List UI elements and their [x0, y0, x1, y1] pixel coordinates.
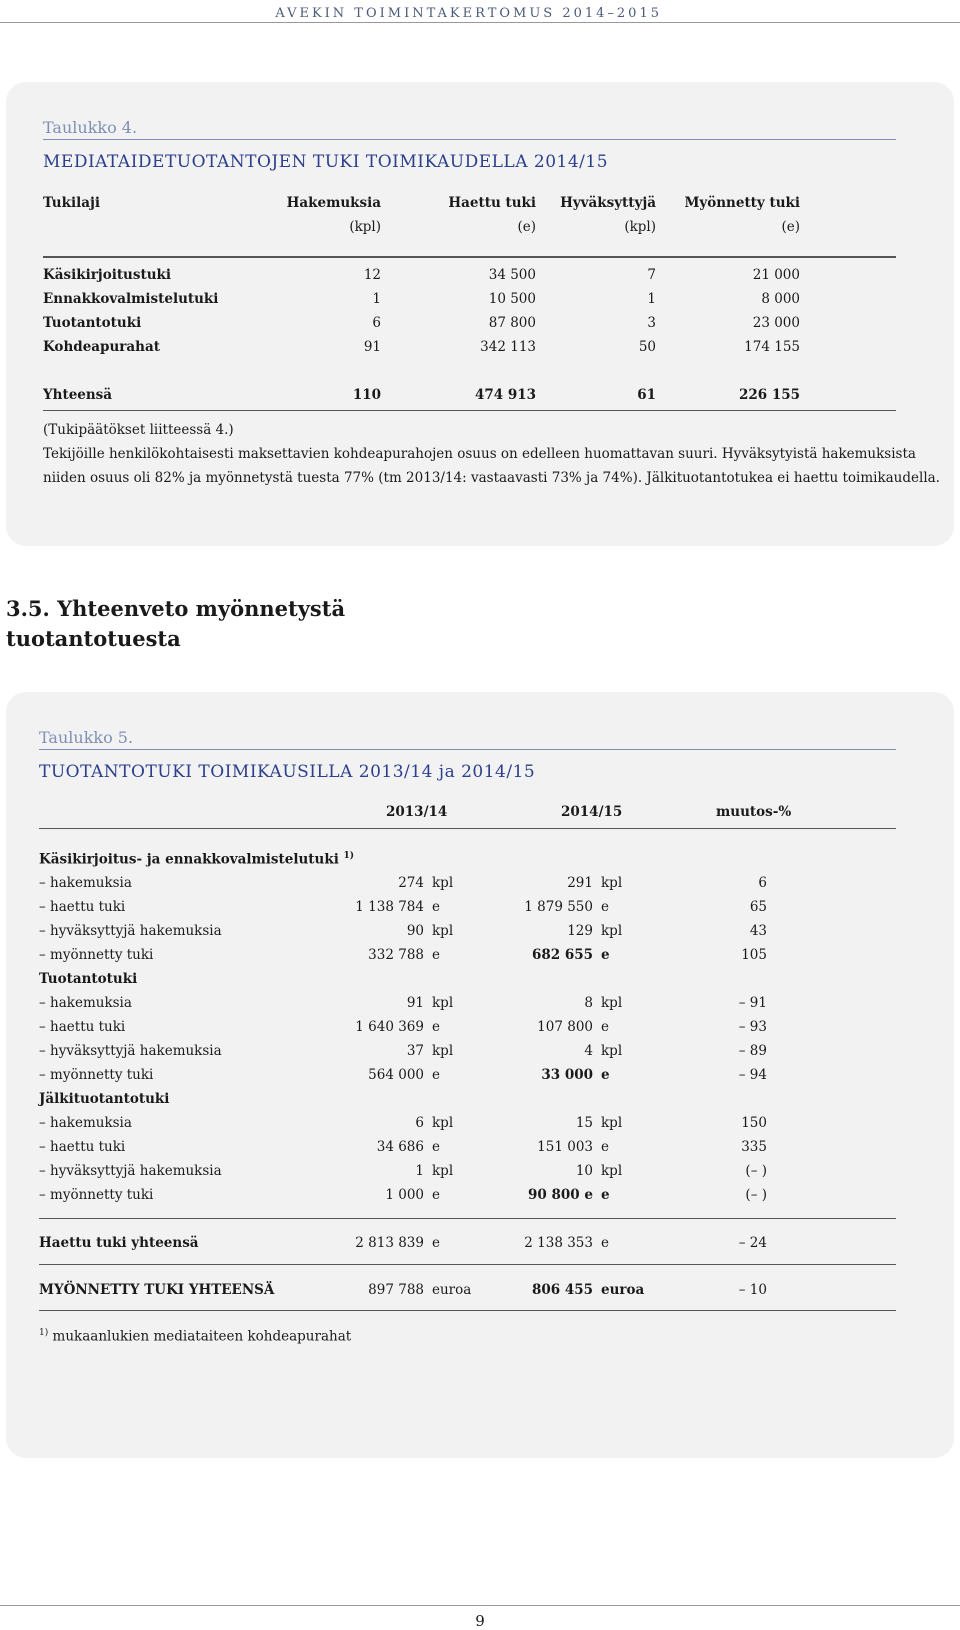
t5-value: 806 455: [531, 1282, 593, 1298]
t5-group-title: Tuotantotuki: [39, 971, 138, 987]
t4-cell: 6: [372, 315, 381, 331]
t5-unit: kpl: [601, 1115, 623, 1131]
section-heading-line2: tuotantotuesta: [6, 626, 181, 651]
t5-row-label: – myönnetty tuki: [39, 1067, 154, 1083]
t5-change: 65: [749, 899, 767, 915]
t5-value: 90 800 e: [528, 1187, 593, 1203]
t5-value: 2 138 353: [524, 1235, 593, 1251]
t5-row-label: – haettu tuki: [39, 1139, 126, 1155]
t4-cell: 3: [647, 315, 656, 331]
t5-change: – 93: [738, 1019, 767, 1035]
t4-header-hakemuksia: Hakemuksia: [286, 195, 381, 211]
t5-value: 897 788: [368, 1282, 424, 1298]
t4-cell: 174 155: [744, 339, 800, 355]
t5-change: – 10: [738, 1282, 767, 1298]
t5-haettu-rule: [39, 1264, 896, 1265]
footer-rule: [0, 1605, 960, 1606]
t5-row-label: – hyväksyttyjä hakemuksia: [39, 923, 222, 939]
t5-value: 1 000: [385, 1187, 424, 1203]
header-rule: [0, 22, 960, 23]
t5-change: 150: [741, 1115, 767, 1131]
t5-unit: e: [601, 1139, 609, 1155]
t5-change: 6: [758, 875, 767, 891]
t5-unit: e: [432, 1067, 440, 1083]
t5-value: 1 879 550: [524, 899, 593, 915]
t5-change: 43: [749, 923, 767, 939]
t5-header-muutos: muutos-%: [716, 804, 792, 820]
t5-unit: euroa: [432, 1282, 472, 1298]
t5-unit: e: [601, 1235, 609, 1251]
t5-value: 33 000: [541, 1067, 593, 1083]
t4-cell: 34 500: [488, 267, 536, 283]
t5-unit: e: [601, 1187, 610, 1203]
t5-unit: kpl: [432, 995, 454, 1011]
t4-total-cell: 61: [637, 387, 656, 403]
t4-unit-3: (kpl): [624, 219, 656, 235]
t4-row-label: Kohdeapurahat: [43, 339, 160, 355]
t5-myonnetty-total-label: MYÖNNETTY TUKI YHTEENSÄ: [39, 1282, 275, 1298]
t5-unit: e: [601, 1019, 609, 1035]
t5-unit: kpl: [432, 1163, 454, 1179]
t5-unit: e: [432, 899, 440, 915]
t4-cell: 8 000: [761, 291, 800, 307]
t4-total-cell: 110: [352, 387, 381, 403]
t5-value: 10: [575, 1163, 593, 1179]
t5-change: – 91: [738, 995, 767, 1011]
t5-value: 274: [398, 875, 424, 891]
t5-value: 1 640 369: [355, 1019, 424, 1035]
t4-unit-1: (kpl): [349, 219, 381, 235]
t4-header-haettu: Haettu tuki: [448, 195, 536, 211]
t5-value: 107 800: [537, 1019, 593, 1035]
t5-unit: e: [432, 1235, 440, 1251]
t4-cell: 50: [638, 339, 656, 355]
running-header: AVEKIN TOIMINTAKERTOMUS 2014–2015: [275, 6, 662, 21]
t5-unit: kpl: [432, 923, 454, 939]
t5-row-label: – hakemuksia: [39, 1115, 132, 1131]
t5-unit: e: [432, 1187, 440, 1203]
t4-cell: 12: [363, 267, 381, 283]
t5-value: 6: [415, 1115, 424, 1131]
t4-cell: 1: [647, 291, 656, 307]
t4-unit-4: (e): [781, 219, 800, 235]
t5-unit: e: [432, 1139, 440, 1155]
t5-change: (– ): [745, 1163, 767, 1179]
t5-value: 15: [575, 1115, 593, 1131]
table4-label-rule: [43, 139, 896, 140]
t5-row-label: – hakemuksia: [39, 995, 132, 1011]
t4-cell: 87 800: [488, 315, 536, 331]
t4-note-3: niiden osuus oli 82% ja myönnetystä tuesta 77% (tm 2013/14: vastaavasti 73% ja 74%). Jälkituotantotukea ei haettu toimikaudella.: [43, 470, 940, 486]
t5-value: 332 788: [368, 947, 424, 963]
t4-cell: 10 500: [488, 291, 536, 307]
t5-unit: e: [601, 899, 609, 915]
t5-row-label: – hyväksyttyjä hakemuksia: [39, 1163, 222, 1179]
t5-value: 1 138 784: [355, 899, 424, 915]
t4-row-label: Ennakkovalmistelutuki: [43, 291, 219, 307]
t5-unit: e: [601, 947, 610, 963]
t5-change: 335: [741, 1139, 767, 1155]
t5-body-rule: [39, 1218, 896, 1219]
table5-title: TUOTANTOTUKI TOIMIKAUSILLA 2013/14 ja 2014/15: [39, 762, 536, 782]
t5-group-title: Jälkituotantotuki: [39, 1091, 170, 1107]
t5-unit: e: [601, 1067, 610, 1083]
t5-row-label: – hakemuksia: [39, 875, 132, 891]
t5-value: 34 686: [376, 1139, 424, 1155]
t4-unit-2: (e): [517, 219, 536, 235]
t4-note-2: Tekijöille henkilökohtaisesti maksettavien kohdeapurahojen osuus on edelleen huomattavan suuri. Hyväksytyistä hakemuksista: [43, 446, 916, 462]
t5-value: 91: [406, 995, 424, 1011]
table4-label: Taulukko 4.: [43, 118, 138, 137]
t4-row-label: Käsikirjoitustuki: [43, 267, 172, 283]
t5-change: – 24: [738, 1235, 767, 1251]
t5-haettu-total-label: Haettu tuki yhteensä: [39, 1235, 199, 1251]
t5-row-label: – myönnetty tuki: [39, 1187, 154, 1203]
page-number: 9: [475, 1612, 485, 1630]
t4-total-rule: [43, 410, 896, 411]
t5-header-rule: [39, 828, 896, 829]
t4-total-cell: 474 913: [474, 387, 536, 403]
t5-unit: e: [432, 1019, 440, 1035]
t5-value: 8: [584, 995, 593, 1011]
t5-footnote: $^{1)}$ mukaanlukien mediataiteen kohdeapurahat: [39, 1328, 352, 1345]
t5-unit: kpl: [432, 1115, 454, 1131]
t4-cell: 342 113: [480, 339, 536, 355]
t5-header-2013: 2013/14: [386, 804, 448, 820]
t5-row-label: – haettu tuki: [39, 1019, 126, 1035]
t5-unit: euroa: [601, 1282, 645, 1298]
t5-value: 291: [567, 875, 593, 891]
t5-value: 129: [567, 923, 593, 939]
t5-value: 151 003: [537, 1139, 593, 1155]
t4-header-tukilaji: Tukilaji: [43, 195, 100, 211]
t5-change: (– ): [745, 1187, 767, 1203]
t5-unit: kpl: [432, 1043, 454, 1059]
t4-header-hyvaksyttyja: Hyväksyttyjä: [560, 195, 656, 211]
t5-unit: kpl: [601, 1163, 623, 1179]
t4-note-1: (Tukipäätökset liitteessä 4.): [43, 422, 234, 438]
t5-value: 1: [415, 1163, 424, 1179]
section-heading: [6, 594, 345, 654]
t4-total-label: Yhteensä: [43, 387, 113, 403]
t5-change: 105: [741, 947, 767, 963]
t4-cell: 23 000: [752, 315, 800, 331]
t5-unit: kpl: [601, 875, 623, 891]
t5-unit: kpl: [601, 1043, 623, 1059]
t4-cell: 21 000: [752, 267, 800, 283]
table4-panel: [6, 82, 954, 546]
t4-cell: 7: [647, 267, 656, 283]
t5-value: 682 655: [531, 947, 593, 963]
t5-value: 564 000: [368, 1067, 424, 1083]
t4-header-myonnetty: Myönnetty tuki: [684, 195, 800, 211]
t5-row-label: – myönnetty tuki: [39, 947, 154, 963]
t5-unit: kpl: [432, 875, 454, 891]
table4-title: MEDIATAIDETUOTANTOJEN TUKI TOIMIKAUDELLA 2014/15: [43, 152, 609, 172]
t5-change: – 89: [738, 1043, 767, 1059]
t5-row-label: – hyväksyttyjä hakemuksia: [39, 1043, 222, 1059]
t5-myonnetty-rule: [39, 1310, 896, 1311]
t5-group-title: Käsikirjoitus- ja ennakkovalmistelutuki $^{1)}$: [39, 851, 355, 868]
t5-row-label: – haettu tuki: [39, 899, 126, 915]
t4-cell: 91: [363, 339, 381, 355]
t4-cell: 1: [372, 291, 381, 307]
t5-value: 37: [406, 1043, 424, 1059]
section-heading-line1: 3.5. Yhteenveto myönnetystä: [6, 596, 346, 621]
t5-value: 4: [584, 1043, 593, 1059]
table5-label: Taulukko 5.: [39, 728, 134, 747]
t4-total-cell: 226 155: [738, 387, 800, 403]
t4-header-rule: [43, 256, 896, 258]
table5-label-rule: [39, 749, 896, 750]
table5-panel: [6, 692, 954, 1458]
t4-row-label: Tuotantotuki: [43, 315, 142, 331]
t5-unit: kpl: [601, 923, 623, 939]
t5-change: – 94: [738, 1067, 767, 1083]
t5-value: 90: [406, 923, 424, 939]
t5-header-2014: 2014/15: [561, 804, 623, 820]
t5-unit: e: [432, 947, 440, 963]
t5-unit: kpl: [601, 995, 623, 1011]
t5-value: 2 813 839: [355, 1235, 424, 1251]
